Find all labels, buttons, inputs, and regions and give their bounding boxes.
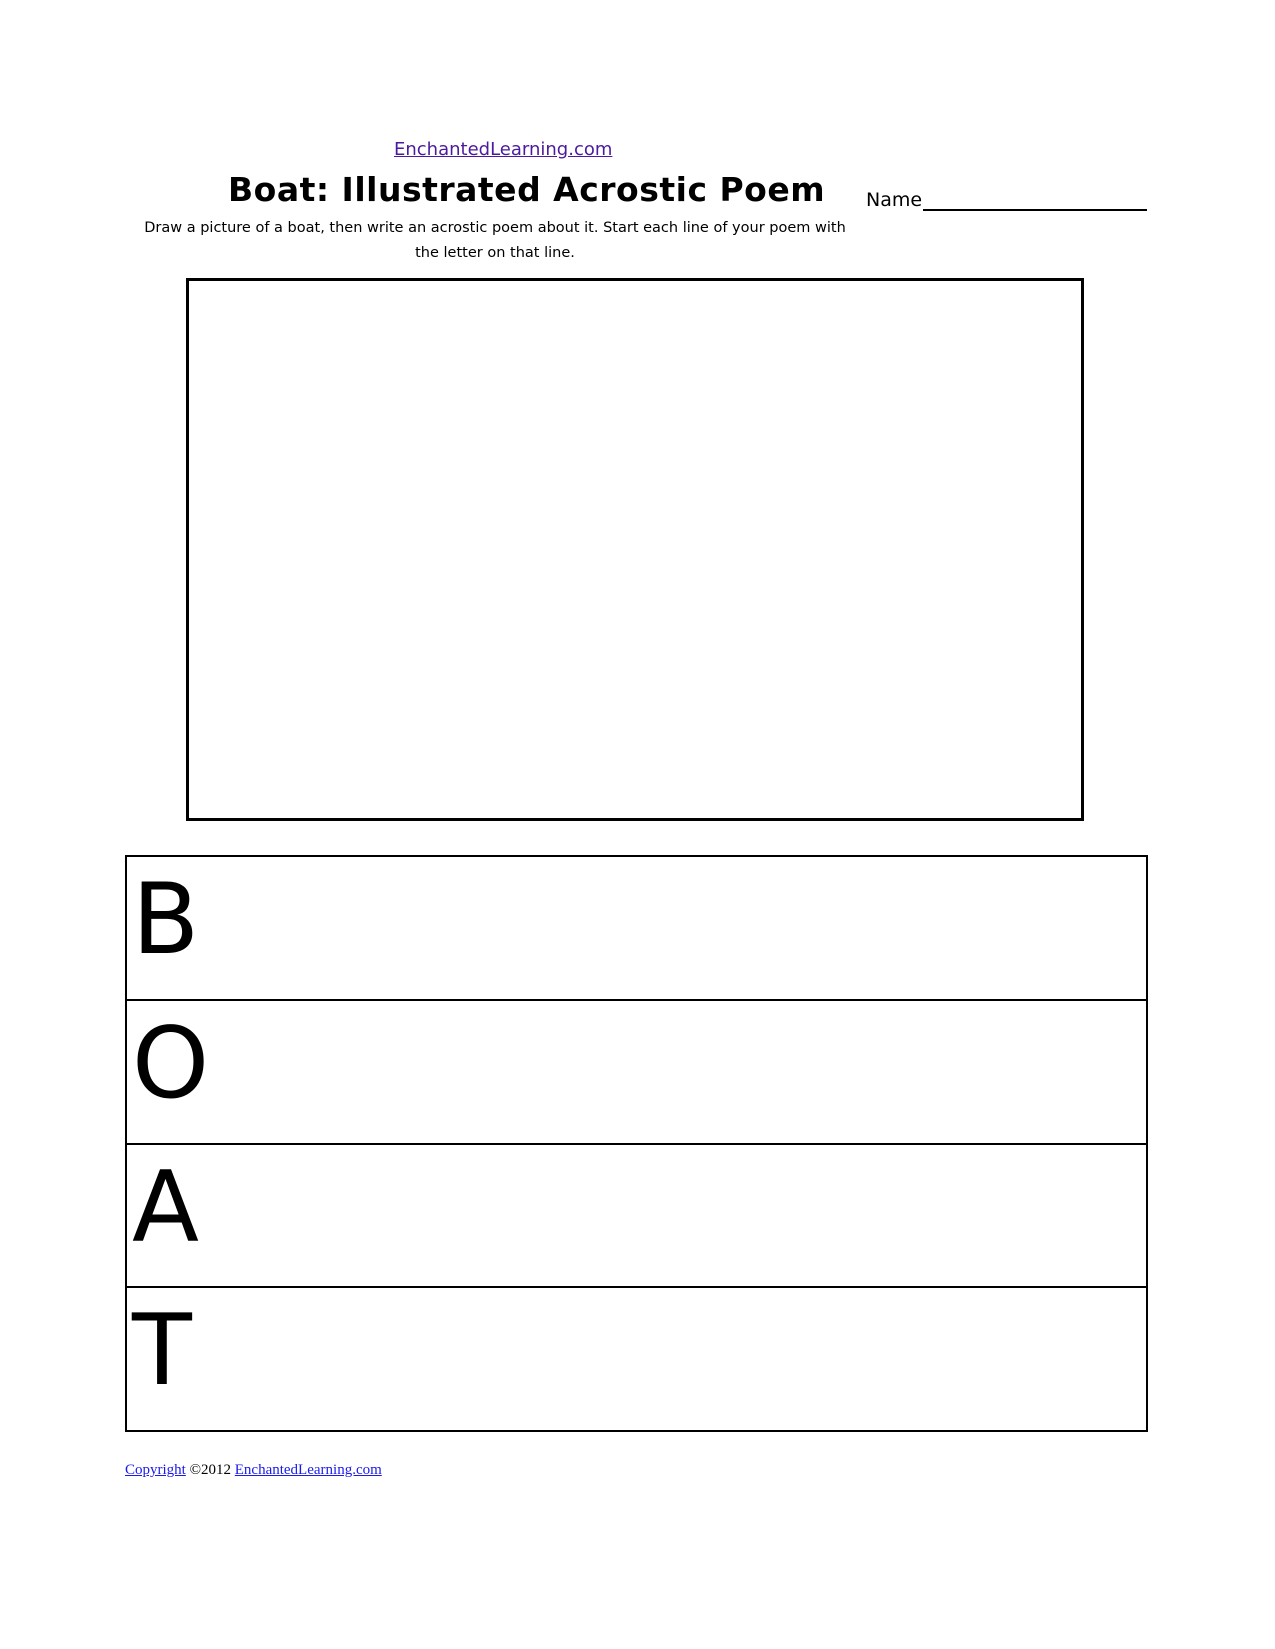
page-title: Boat: Illustrated Acrostic Poem — [228, 170, 826, 209]
enchanted-learning-link[interactable]: EnchantedLearning.com — [394, 139, 613, 160]
name-input-line[interactable] — [923, 189, 1147, 211]
poem-row-b[interactable] — [127, 857, 1146, 999]
instructions-text: Draw a picture of a boat, then write an acrostic poem about it. Start each line of your poem with the letter on that line. — [144, 220, 846, 261]
copyright-link[interactable]: Copyright — [125, 1462, 186, 1478]
footer-site-link[interactable]: EnchantedLearning.com — [234, 1462, 382, 1478]
poem-letter: A — [132, 1150, 200, 1265]
poem-letter: T — [132, 1294, 192, 1409]
name-label: Name — [866, 189, 923, 211]
name-field[interactable] — [866, 189, 1147, 211]
copyright-text: ©2012 — [185, 1462, 235, 1478]
poem-letter: O — [132, 1006, 210, 1121]
acrostic-poem-table — [125, 855, 1148, 1432]
poem-row-a[interactable] — [127, 1143, 1146, 1287]
drawing-area[interactable] — [186, 278, 1084, 821]
poem-row-o[interactable] — [127, 999, 1146, 1143]
poem-row-t[interactable] — [127, 1286, 1146, 1430]
footer — [125, 1462, 382, 1479]
poem-letter: B — [132, 863, 200, 977]
